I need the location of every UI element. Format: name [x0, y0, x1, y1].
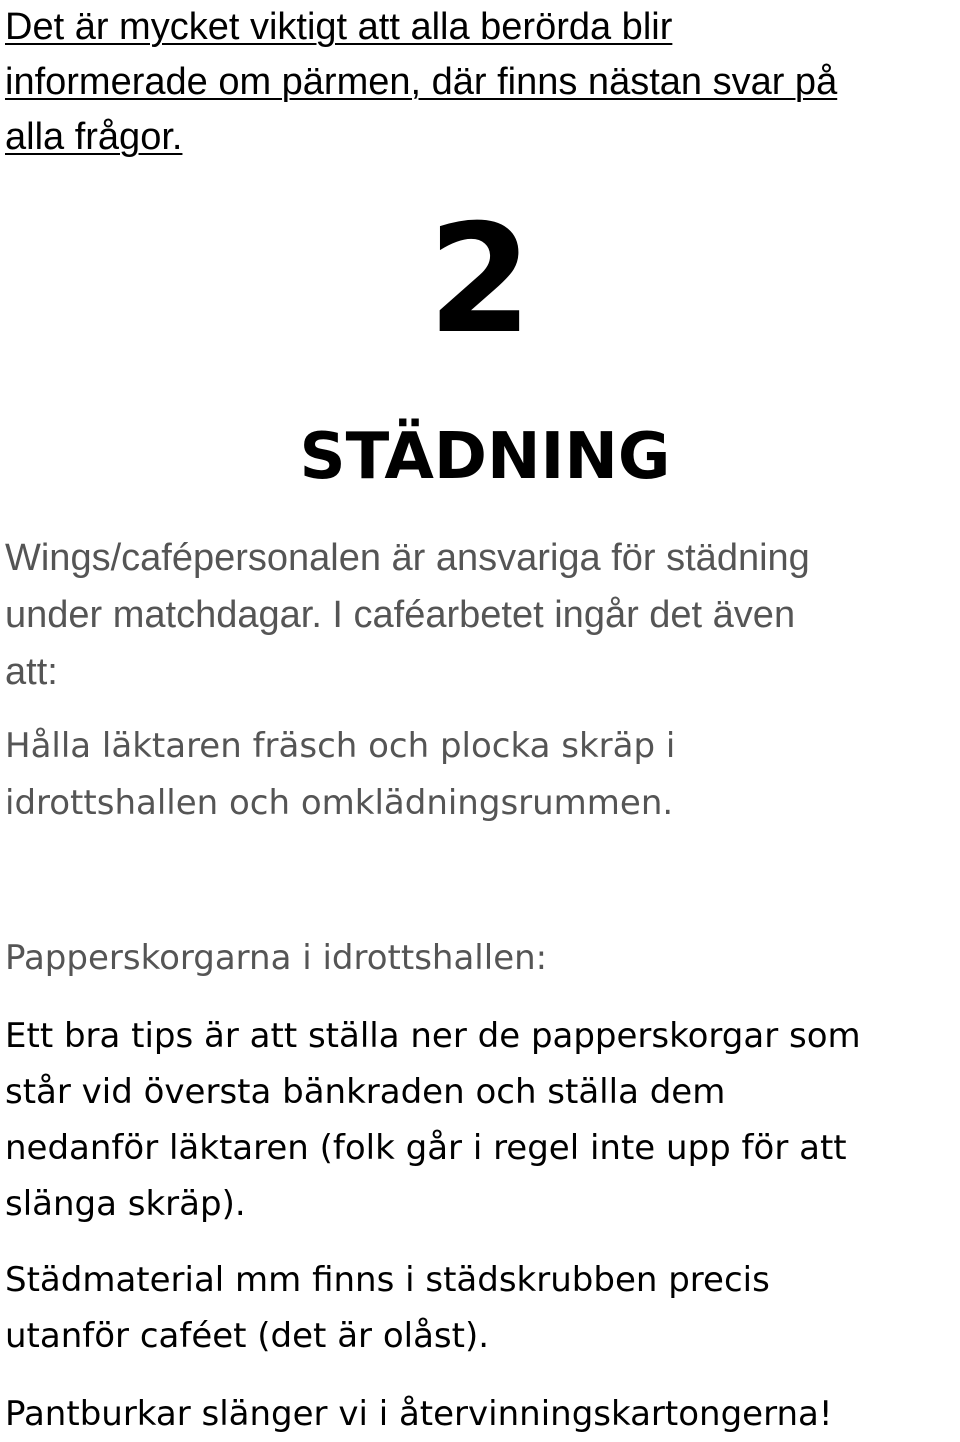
paragraph-line: Pantburkar slänger vi i återvinningskartongerna!: [5, 1394, 833, 1434]
cans-paragraph: [5, 1386, 832, 1442]
bins-tip-paragraph: [5, 1008, 861, 1232]
intro-note: [5, 0, 837, 165]
chapter-title: STÄDNING: [299, 420, 671, 494]
keep-clean-paragraph: [5, 718, 675, 832]
paragraph-line: slänga skräp).: [5, 1184, 246, 1224]
chapter-number: 2: [427, 193, 533, 367]
paragraph-line: under matchdagar. I caféarbetet ingår det även: [5, 594, 796, 636]
intro-line: informerade om pärmen, där finns nästan svar på: [5, 61, 838, 103]
intro-line: alla frågor.: [5, 116, 183, 158]
cleaning-material-paragraph: [5, 1252, 770, 1364]
paragraph-line: Städmaterial mm finns i städskrubben precis: [5, 1260, 770, 1300]
paragraph-line: att:: [5, 651, 58, 693]
bins-heading: [5, 930, 547, 987]
paragraph-line: utanför caféet (det är olåst).: [5, 1316, 490, 1356]
paragraph-line: nedanför läktaren (folk går i regel inte upp för att: [5, 1128, 847, 1168]
paragraph-line: Papperskorgarna i idrottshallen:: [5, 938, 548, 978]
paragraph-line: Hålla läktaren fräsch och plocka skräp i: [5, 726, 676, 766]
intro-line: Det är mycket viktigt att alla berörda blir: [5, 6, 673, 48]
responsibility-paragraph: [5, 530, 810, 701]
paragraph-line: idrottshallen och omklädningsrummen.: [5, 783, 674, 823]
paragraph-line: står vid översta bänkraden och ställa dem: [5, 1072, 726, 1112]
paragraph-line: Wings/cafépersonalen är ansvariga för städning: [5, 537, 810, 579]
paragraph-line: Ett bra tips är att ställa ner de papperskorgar som: [5, 1016, 861, 1056]
